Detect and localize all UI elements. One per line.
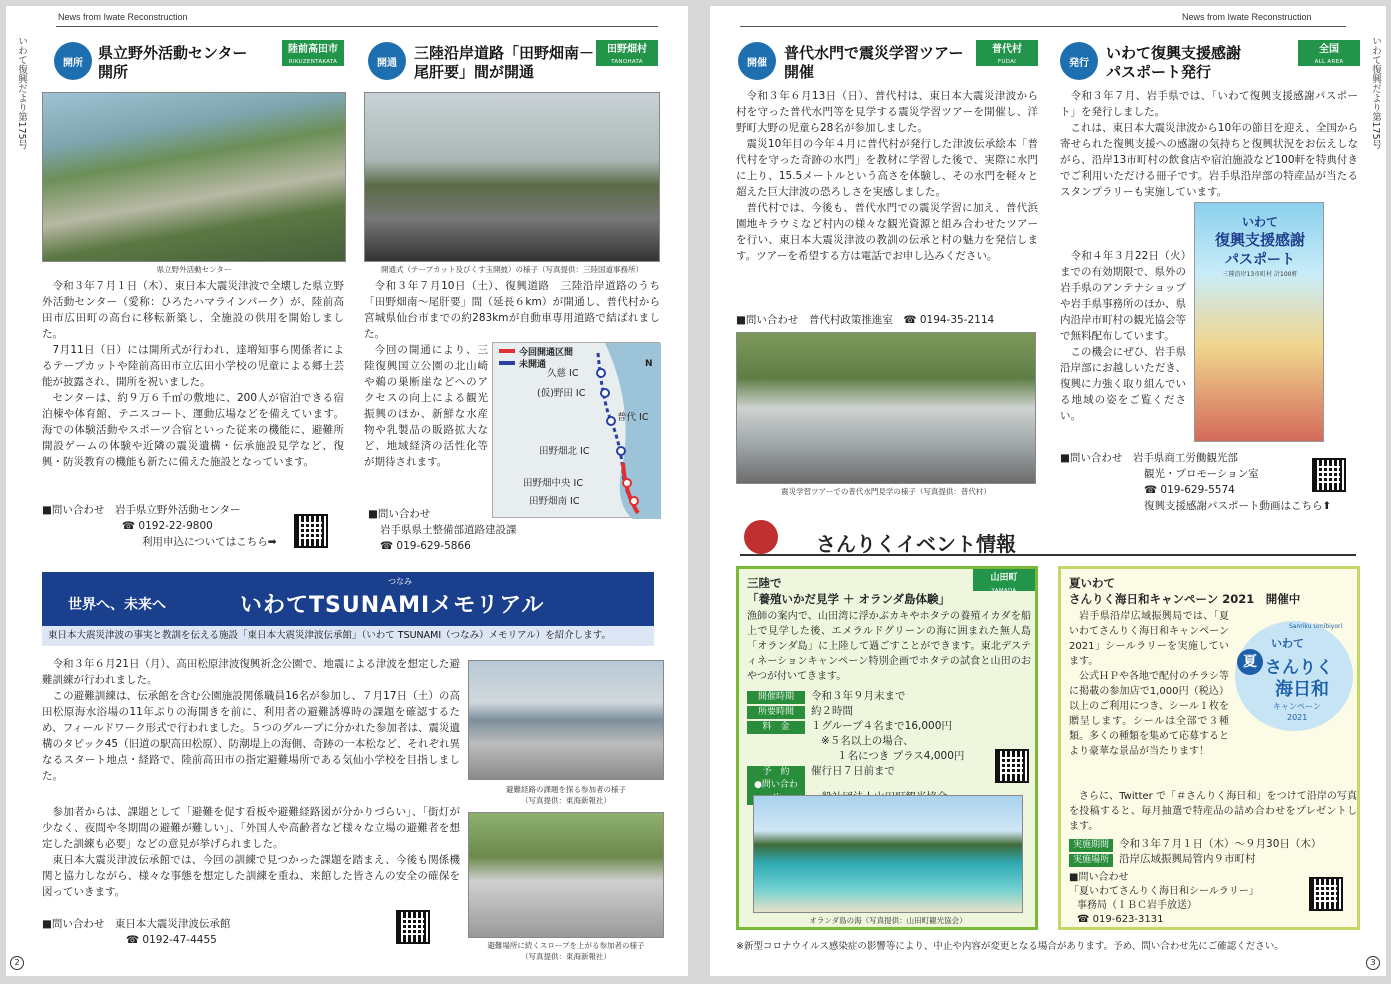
photo-caption: 避難経路の課題を探る参加者の様子 （写真提供：東海新報社） bbox=[506, 785, 626, 805]
outdoor-center-photo bbox=[42, 92, 346, 262]
page-number: 3 bbox=[1366, 956, 1380, 970]
photo-caption: 震災学習ツアーでの普代水門見学の様子（写真提供：普代村） bbox=[781, 487, 991, 496]
category-badge: 開通 bbox=[368, 42, 406, 80]
article-body: 令和３年６月13日（日）、普代村は、東日本大震災津波から村を守った普代水門等を見学する震災学習ツアーを開催し、洋野町大野の児童ら28名が参加しました。 震災10年目の今年４月に普代村が発行した津波伝承絵本「普代村を守った奇跡の水門」を教材に学習した後で、実際に水門に上り、15.5メートルという高さを体験し、その水門を軽々と超えた巨大津波の恐ろしさを実感しました。 普代村では、今後も、普代水門での震災学習に加え、普代浜園地キラウミなど村内の様々な観光資源と組み合わせたツアーを行い、東日本大震災津波の教訓の伝承と村の魅力を発信します。ツアーを希望する方は電話でお申し込みください。 bbox=[736, 90, 1038, 262]
area-tag: 山田町 YAMADA bbox=[973, 569, 1035, 591]
route-map bbox=[492, 342, 660, 518]
event-body: 岩手県沿岸広域振興局では、「夏いわてさんりく海日和キャンペーン 2021」シールラリーを実施しています。 公式ＨＰや各地で配付のチラシ等に掲載の参加店で1,000円（税込）以上のご利用につき、シール１枚を贈呈します。シールは全部で３種類。多くの種類を集めて応募するとより豪華な景品が当たります！ bbox=[1069, 611, 1229, 757]
campaign-logo: 夏 いわて さんりく 海日和 キャンペーン 2021 Sanriku Umibiyori bbox=[1235, 621, 1353, 731]
map-label: 久慈 IC bbox=[547, 368, 579, 379]
vertical-issue-title: いわて復興だより第175号 bbox=[1370, 36, 1381, 150]
opening-ceremony-photo bbox=[364, 92, 660, 262]
tsunami-body-cont: 参加者からは、課題として「避難を促す看板や避難経路図が分かりづらい」、「街灯が少なく、夜間や冬期間の避難が難しい」、「外国人や高齢者など様々な立場の避難者を想定した訓練も必要」などの意見が挙げられました。 東日本大震災津波伝承館では、今回の訓練で見つかった課題を踏まえ、今後も関係機関と協力しながら、様々な事態を想定した訓練を重ね、来館した皆さんの安全の確保を図っていきます。 bbox=[42, 806, 460, 898]
category-badge: 開催 bbox=[738, 42, 776, 80]
event-body: 漁師の案内で、山田湾に浮かぶカキやホタテの養殖イカダを船上で見学した後、エメラルドグリーンの海に囲まれた無人島「オランダ島」に上陸して過ごすことができます。東北デスティネーションキャンペーン特別企画でホタテの試食と山田のおやつが付いてきます。 bbox=[747, 611, 1031, 682]
category-badge: 発行 bbox=[1060, 42, 1098, 80]
page-header: News from Iwate Reconstruction bbox=[58, 12, 188, 22]
article-title: 県立野外活動センター 開所 bbox=[98, 45, 248, 81]
map-label: 田野畑北 IC bbox=[539, 446, 590, 457]
inquiry: ■問い合わせ 岩手県立野外活動センター ☎ 0192-22-9800 利用申込についてはこちら➡ bbox=[42, 504, 277, 548]
area-tag: 全国 ALL AREA bbox=[1298, 40, 1360, 66]
footnote: ※新型コロナウイルス感染症の影響等により、中止や内容が変更となる場合があります。予め、問い合わせ先にご確認ください。 bbox=[736, 941, 1284, 952]
apply-link[interactable]: 利用申込についてはこちら➡ bbox=[142, 536, 277, 548]
event-umibiyori: 夏いわて さんりく海日和キャンペーン 2021 開催中 岩手県沿岸広域振興局では、「夏いわてさんりく海日和キャンペーン 2021」シールラリーを実施しています。 公式ＨＰや各地で配付のチラシ等に掲載の参加店で1,000円（税込）以上のご利用につき、シール１枚を贈呈します。シールは全部で３種類。多くの種類を集めて応募するとより豪華な景品が当たります！ 夏 いわて さんりく 海日和 キャンペーン 2021 Sanriku Umibiyori さらに、Twitter で「＃さんりく海日和」をつけて沿岸の写真を投稿すると、毎月抽選で特産品の詰め合わせをプレゼントします。 実施期間 令和３年７月１日（木）～９月30日（木） 実施場所 沿岸広域振興局管内９市町村 ■問い合わせ 「夏いわてさんりく海日和シールラリー」 事務局（ＩＢＣ岩手放送） ☎ 019-623-3131 bbox=[1058, 566, 1360, 930]
article-title: 普代水門で震災学習ツアー 開催 bbox=[784, 45, 964, 81]
legend-unopened: 未開通 bbox=[519, 360, 547, 370]
inquiry: ■問い合わせ 岩手県県土整備部道路建設課 ☎ 019-629-5866 bbox=[368, 508, 517, 552]
banner-lead: 世界へ、未来へ bbox=[68, 597, 166, 613]
photo-caption: 避難場所に続くスロープを上がる参加者の様子 （写真提供：東海新報社） bbox=[487, 941, 645, 961]
vertical-issue-title: いわて復興だより第175号 bbox=[16, 36, 27, 150]
page-number: 2 bbox=[10, 956, 24, 970]
north-arrow: N bbox=[645, 359, 653, 369]
slope-photo bbox=[468, 812, 664, 938]
area-tag: 普代村 FUDAI bbox=[976, 40, 1038, 66]
header-rule bbox=[740, 26, 1346, 27]
qr-code[interactable] bbox=[396, 910, 430, 944]
article-title: 三陸沿岸道路「田野畑南－ 尾肝要」間が開通 bbox=[414, 45, 595, 81]
article-title: いわて復興支援感謝 パスポート発行 bbox=[1106, 45, 1242, 81]
event-body-cont: さらに、Twitter で「＃さんりく海日和」をつけて沿岸の写真を投稿すると、毎月抽選で特産品の詰め合わせをプレゼントします。 bbox=[1069, 791, 1357, 832]
qr-code[interactable] bbox=[995, 749, 1029, 783]
photo-caption: オランダ島の海（写真提供：山田町観光協会） bbox=[809, 916, 967, 925]
oranda-island-photo bbox=[753, 795, 1023, 913]
qr-code[interactable] bbox=[294, 514, 328, 548]
events-title: さんりくイベント情報 bbox=[816, 532, 1016, 556]
article-body: 令和３年７月１日（木）、東日本大震災津波で全壊した県立野外活動センター（愛称：ひろたハマラインパーク）が、陸前高田市広田町の高台に移転新築し、全施設の供用を開始しました。 7月11日（日）には開所式が行われ、達増知事ら関係者によるテープカットや陸前高田市立広田小学校の児童による郷土芸能が披露され、開所を祝いました。 センターは、約９万６千㎡の敷地に、200人が宿泊できる宿泊棟や体育館、テニスコート、運動広場などを備えています。海での体験活動やスポーツ合宿といった従来の機能に、避難所開設ゲームの体験や近隣の震災遺構・伝承施設見学など、復興・防災教育の機能も新たに備えた施設となっています。 bbox=[42, 280, 344, 468]
map-label: 普代 IC bbox=[617, 412, 649, 423]
tsunami-banner bbox=[42, 572, 654, 626]
left-page bbox=[6, 6, 688, 976]
legend-opened: 今回開通区間 bbox=[519, 348, 574, 358]
article-body: 令和３年７月、岩手県では、「いわて復興支援感謝パスポート」を発行しました。 これは、東日本大震災津波から10年の節目を迎え、全国から寄せられた復興支援への感謝の気持ちと復興状況をお伝えしながら、沿岸13市町村の飲食店や宿泊施設など100軒を特典付きでご利用いただける冊子です。岩手県沿岸部の特産品が当たるスタンプラリーも実施しています。 bbox=[1060, 90, 1358, 198]
area-tag: 田野畑村 TANOHATA bbox=[596, 40, 658, 66]
inquiry: ■問い合わせ 普代村政策推進室 ☎ 0194-35-2114 bbox=[736, 314, 995, 326]
area-tag: 陸前高田市 RIKUZENTAKATA bbox=[282, 40, 344, 66]
header-rule bbox=[56, 26, 658, 27]
article-body-cont: 今回の開通により、三陸復興国立公園の北山崎や鵜の巣断崖などへのアクセスの向上による観光振興のほか、新鮮な水産物や乳製品の販路拡大など、地域経済の活性化等が期待されます。 bbox=[364, 344, 488, 468]
page-header: News from Iwate Reconstruction bbox=[1182, 12, 1312, 22]
event-details: 実施期間 令和３年７月１日（木）～９月30日（木） 実施場所 沿岸広域振興局管内９市町村 bbox=[1069, 837, 1359, 867]
photo-caption: 県立野外活動センター bbox=[156, 265, 232, 274]
evacuation-route-photo bbox=[468, 660, 664, 780]
article-body: 令和３年７月10日（土）、復興道路 三陸沿岸道路のうち「田野畑南～尾肝要」間（延長６km）が開通し、普代村から宮城県仙台市までの約283kmが自動車専用道路で結ばれました。 bbox=[364, 280, 660, 340]
banner-ruby: つなみ bbox=[388, 577, 412, 586]
event-yamada: 三陸で 「養殖いかだ見学 ＋ オランダ島体験」 山田町 YAMADA 漁師の案内で、山田湾に浮かぶカキやホタテの養殖イカダを船上で見学した後、エメラルドグリーンの海に囲まれた無人島「オランダ島」に上陸して過ごすことができます。東北デスティネーションキャンペーン特別企画でホタテの試食と山田のおやつが付いてきます。 開催時期 令和３年９月末まで 所要時間 約２時間 料 金 １グループ４名まで16,000円 ※５名以上の場合、 １名につき プラス4,000円 予 約 催行日７日前まで ●問い合わ オランダ島の海（写真提供：山田町観光協会） bbox=[736, 566, 1038, 930]
map-label: 田野畑中央 IC bbox=[523, 478, 583, 489]
event-details: 開催時期 令和３年９月末まで 所要時間 約２時間 料 金 １グループ４名まで16,000円 ※５名以上の場合、 １名につき プラス4,000円 予 約 催行日７日前まで ●問い合わ bbox=[747, 689, 1037, 820]
qr-code[interactable] bbox=[1309, 877, 1343, 911]
tsunami-subtitle: 東日本大震災津波の事実と教訓を伝える施設「東日本大震災津波伝承館」（いわて TSUNAMI（つなみ）メモリアル）を紹介します。 bbox=[42, 626, 654, 646]
passport-cover: いわて 復興支援感謝 パスポート 三陸沿岸13市町村 計100軒 bbox=[1194, 202, 1324, 442]
map-label: 田野畑南 IC bbox=[529, 496, 580, 507]
banner-title: いわてTSUNAMIメモリアル bbox=[240, 593, 545, 618]
photo-caption: 開通式（テープカット及びくす玉開披）の様子（写真提供：三陸国道事務所） bbox=[381, 265, 643, 274]
floodgate-tour-photo bbox=[736, 332, 1036, 484]
right-page bbox=[710, 6, 1386, 976]
map-label: (仮)野田 IC bbox=[537, 388, 586, 399]
category-badge: 開所 bbox=[54, 42, 92, 80]
inquiry: ■問い合わせ 「夏いわてさんりく海日和シールラリー」 事務局（ＩＢＣ岩手放送） ☎ 019-623-3131 bbox=[1069, 872, 1259, 925]
inquiry: ■問い合わせ 東日本大震災津波伝承館 ☎ 0192-47-4455 bbox=[42, 918, 231, 946]
mascot-icon bbox=[744, 520, 778, 554]
video-link[interactable]: 復興支援感謝パスポート動画はこちら⬆ bbox=[1144, 500, 1332, 512]
tsunami-body: 令和３年６月21日（月）、高田松原津波復興祈念公園で、地震による津波を想定した避難訓練が行われました。 この避難訓練は、伝承館を含む公園施設関係職員16名が参加し、７月17日（土）の高田松原海水浴場の11年ぶりの海開きを前に、利用者の避難誘導時の課題を確認するため、フィールドワーク形式で行われました。５つのグループに分かれた参加者は、震災遺構のタピック45（旧道の駅高田松原）、防潮堤上の海側、奇跡の一本松など、それぞれ異なるスタート地点・経路で、陸前高田市の指定避難場所である気仙小学校を目指しました。 bbox=[42, 658, 460, 782]
qr-code[interactable] bbox=[1312, 458, 1346, 492]
events-heading bbox=[740, 526, 1356, 556]
article-body-cont: 令和４年３月22日（火）までの有効期限で、県外の岩手県のアンテナショップや岩手県事務所のほか、県内沿岸市町村の観光協会等で無料配布しています。 この機会にぜひ、岩手県沿岸部にお越しいただき、復興に力強く取り組んでいる地域の姿をご覧ください。 bbox=[1060, 250, 1186, 422]
inquiry: ■問い合わせ 岩手県商工労働観光部 観光・プロモーション室 ☎ 019-629-5574 復興支援感謝パスポート動画はこちら⬆ bbox=[1060, 452, 1332, 512]
